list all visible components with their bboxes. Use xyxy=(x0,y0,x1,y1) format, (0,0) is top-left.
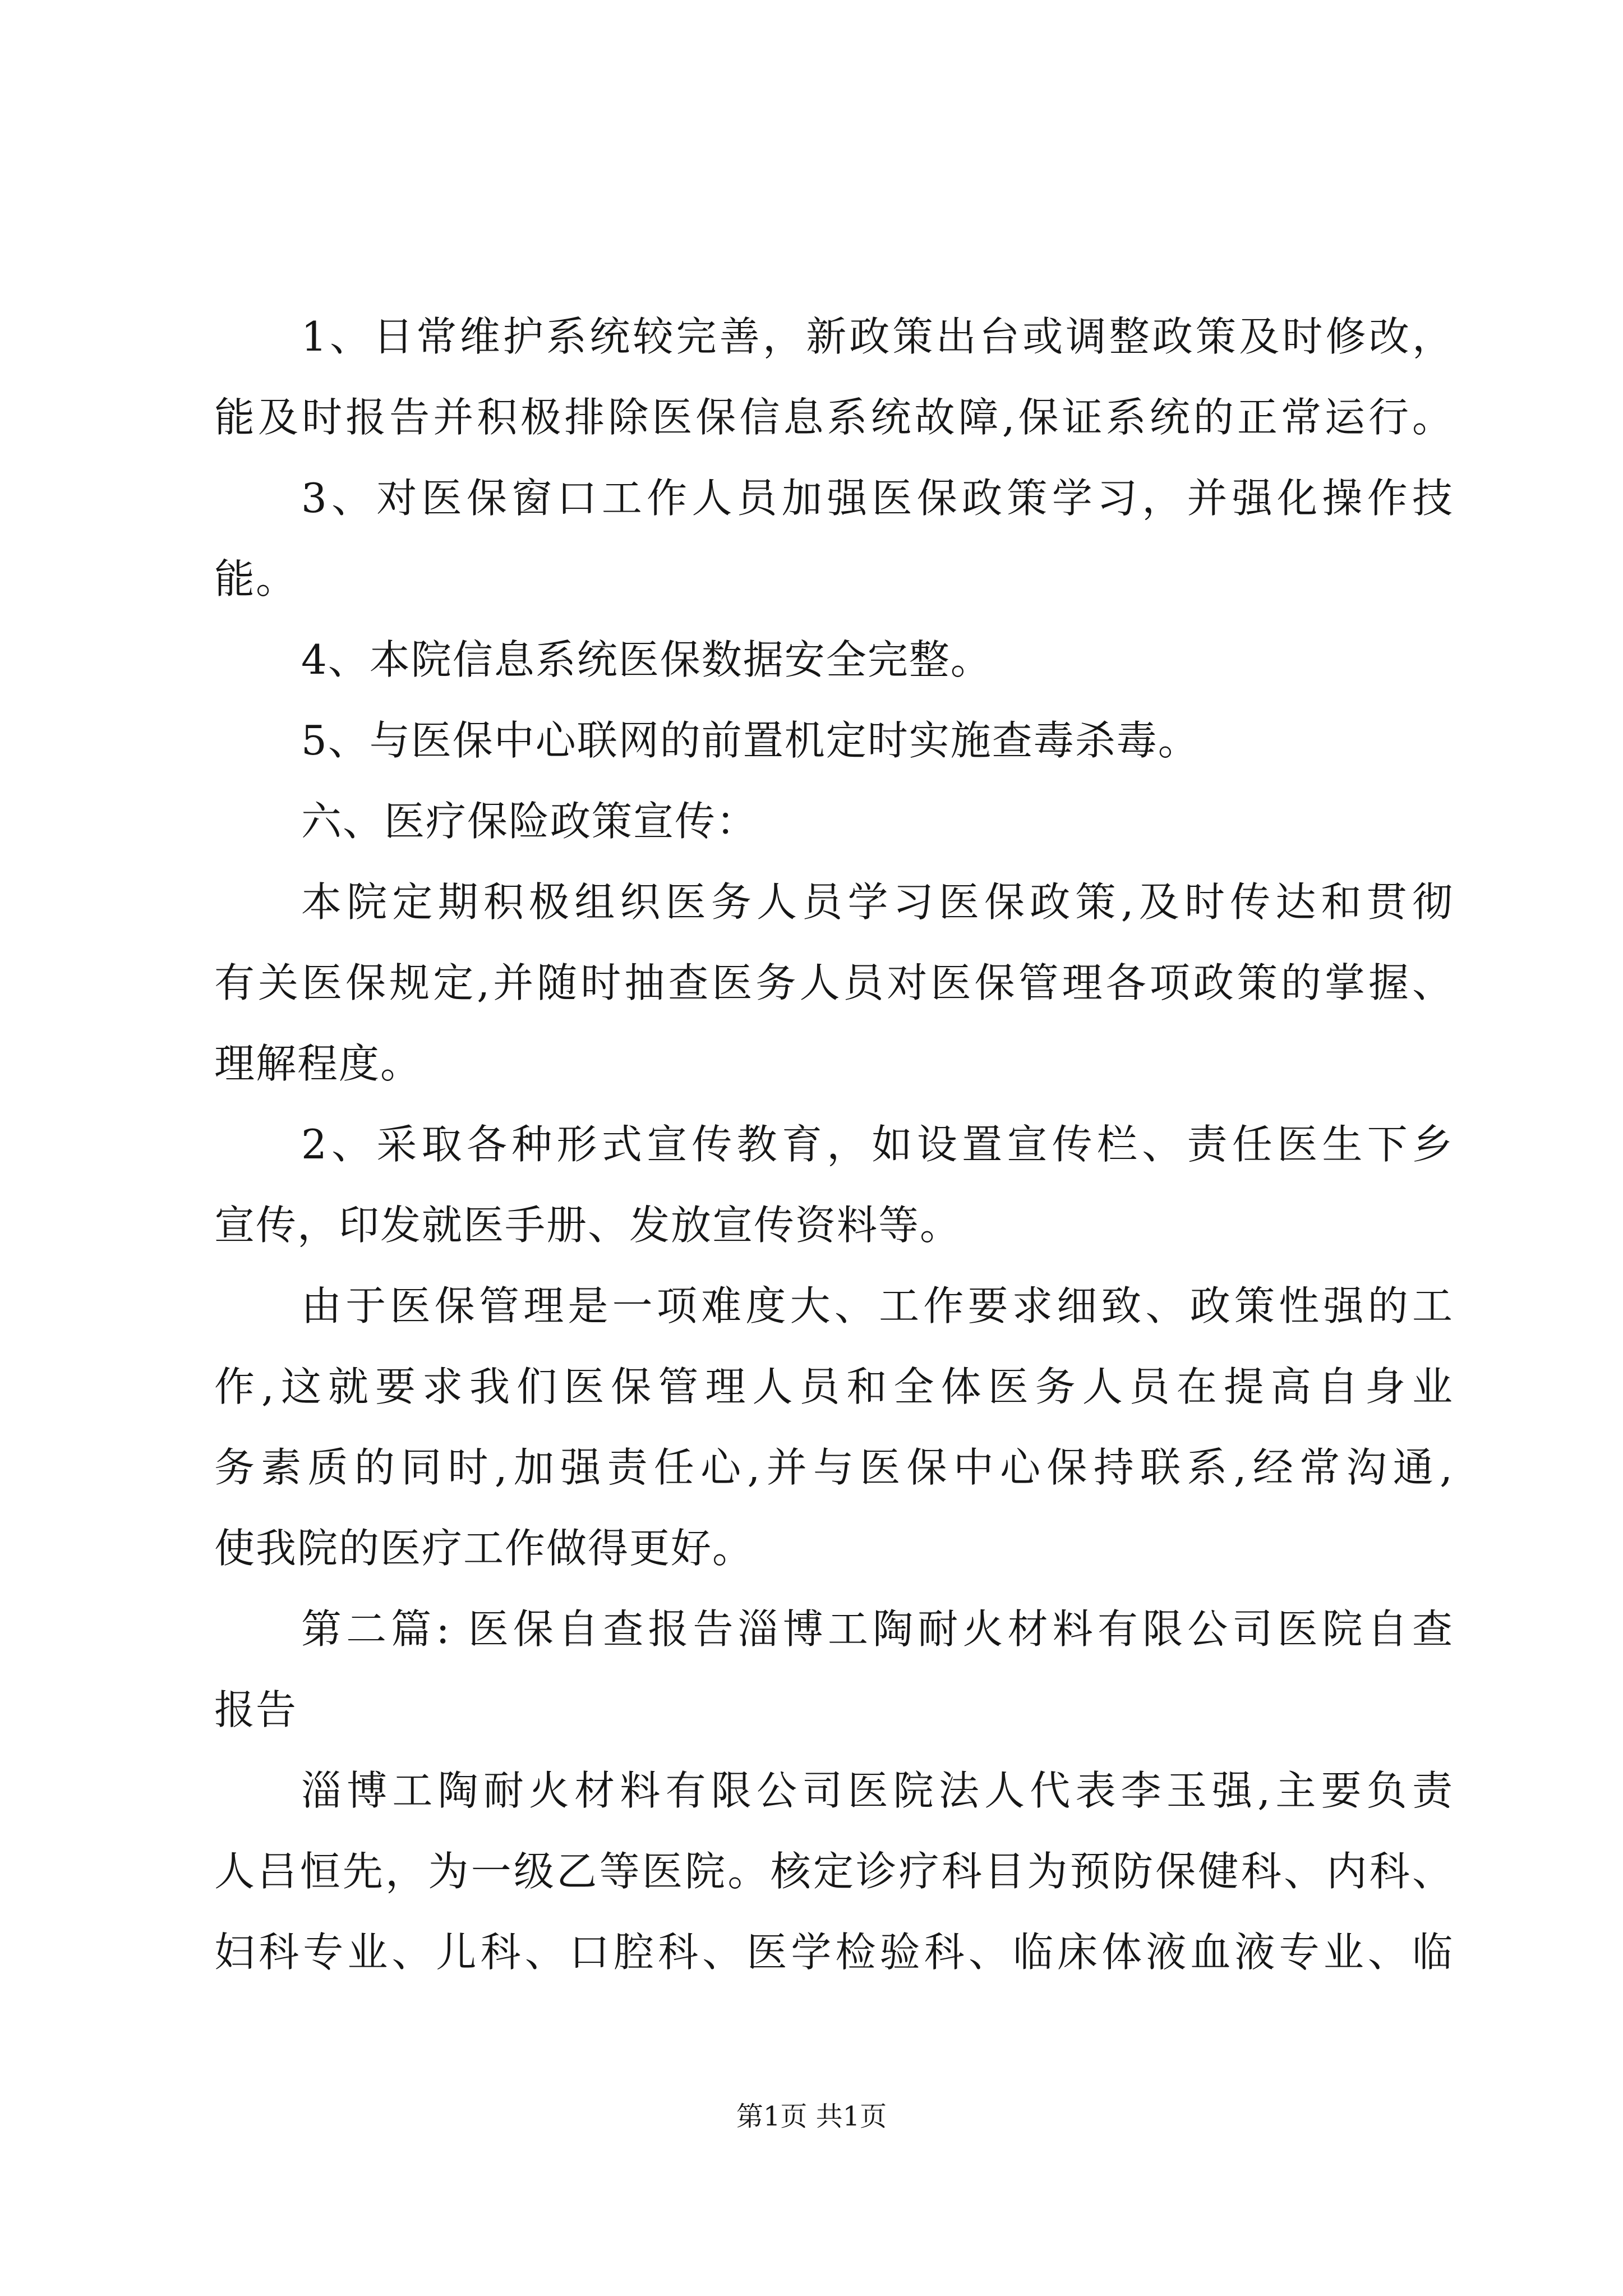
paragraph-data-security xyxy=(214,619,1454,700)
paragraph-publicity-forms xyxy=(214,1104,1454,1266)
text-line: 由于医保管理是一项难度大、工作要求细致、政策性强的工 xyxy=(301,1282,1454,1329)
document-body xyxy=(214,296,1454,1993)
text-line: 报告 xyxy=(214,1686,298,1733)
text-line: 理解程度。 xyxy=(214,1040,422,1087)
page-number-footer: 第1页 共1页 xyxy=(736,2101,887,2132)
text-line: 人吕恒先，为一级乙等医院。核定诊疗科目为预防保健科、内科、 xyxy=(214,1848,1454,1895)
text-line: 能及时报告并积极排除医保信息系统故障,保证系统的正常运行。 xyxy=(214,394,1454,441)
section-heading-part-two xyxy=(214,1589,1454,1750)
paragraph-hospital-intro xyxy=(214,1750,1454,1993)
text-line: 能。 xyxy=(214,555,298,602)
text-line: 第二篇: 医保自查报告淄博工陶耐火材料有限公司医院自查 xyxy=(301,1605,1454,1653)
text-line: 1、日常维护系统较完善，新政策出台或调整政策及时修改， xyxy=(301,313,1454,360)
text-line: 宣传，印发就医手册、发放宣传资料等。 xyxy=(214,1202,962,1249)
text-line: 4、本院信息系统医保数据安全完整。 xyxy=(301,636,992,683)
paragraph-window-staff xyxy=(214,458,1454,619)
text-line: 5、与医保中心联网的前置机定时实施查毒杀毒。 xyxy=(301,717,1200,764)
text-line: 2、采取各种形式宣传教育，如设置宣传栏、责任医生下乡 xyxy=(301,1121,1454,1168)
text-line: 务素质的同时,加强责任心,并与医保中心保持联系,经常沟通, xyxy=(214,1444,1454,1491)
paragraph-conclusion xyxy=(214,1266,1454,1589)
text-line: 使我院的医疗工作做得更好。 xyxy=(214,1525,754,1572)
text-line: 本院定期积极组织医务人员学习医保政策,及时传达和贯彻 xyxy=(301,878,1454,926)
paragraph-staff-study xyxy=(214,862,1454,1104)
text-line: 淄博工陶耐火材料有限公司医院法人代表李玉强,主要负责 xyxy=(301,1767,1454,1814)
text-line: 有关医保规定,并随时抽查医务人员对医保管理各项政策的掌握、 xyxy=(214,959,1454,1006)
paragraph-antivirus xyxy=(214,700,1454,781)
paragraph-maintenance xyxy=(214,296,1454,458)
text-line: 3、对医保窗口工作人员加强医保政策学习，并强化操作技 xyxy=(301,475,1454,522)
section-heading-policy-publicity xyxy=(214,781,1454,862)
text-line: 作,这就要求我们医保管理人员和全体医务人员在提高自身业 xyxy=(214,1363,1454,1410)
text-line: 六、医疗保险政策宣传： xyxy=(301,798,758,845)
text-line: 妇科专业、儿科、口腔科、医学检验科、临床体液血液专业、临 xyxy=(214,1929,1454,1976)
